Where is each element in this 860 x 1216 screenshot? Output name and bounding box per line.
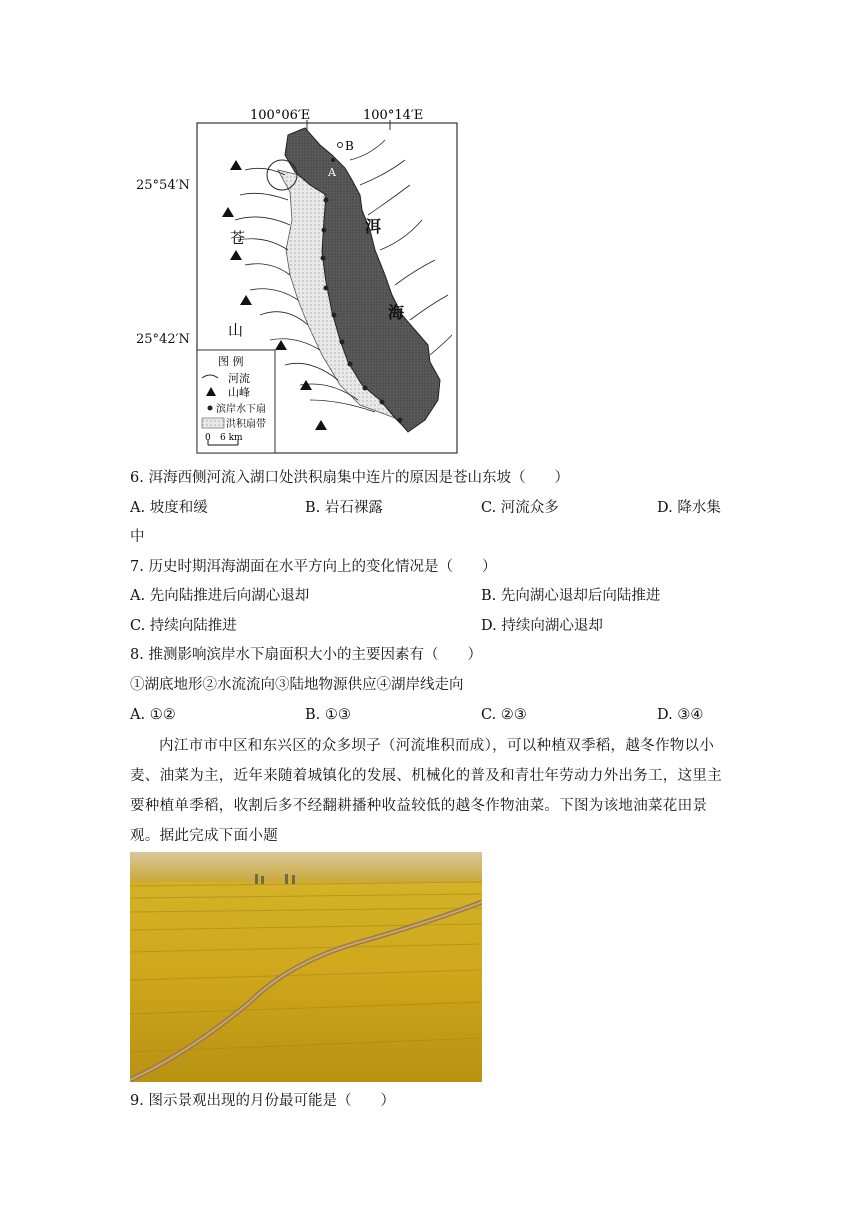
q6-option-c[interactable]: C. 河流众多 [481,500,559,516]
q6-stem: 6. 洱海西侧河流入湖口处洪积扇集中连片的原因是苍山东坡（ ） [130,470,569,486]
q6-option-b[interactable]: B. 岩石裸露 [305,500,383,516]
q6-option-a[interactable]: A. 坡度和缓 [130,500,208,516]
q8-stem: 8. 推测影响滨岸水下扇面积大小的主要因素有（ ） [130,647,482,663]
mountain-char-1: 苍 [230,229,246,247]
legend-alluvial: 洪积扇带 [226,419,266,430]
q7-option-a[interactable]: A. 先向陆推进后向湖心退却 [130,588,310,604]
q7-stem: 7. 历史时期洱海湖面在水平方向上的变化情况是（ ） [130,559,497,575]
q8-option-b[interactable]: B. ①③ [305,707,351,723]
legend-river: 河流 [228,372,250,385]
passage-text: 内江市市中区和东兴区的众多坝子（河流堆积而成），可以种植双季稻，越冬作物以小麦、油菜为主，近年来随着城镇化的发展、机械化的普及和青壮年劳动力外出务工，这里主要种植单季稻，收割后多不经翻耕播种收益较低的越冬作物油菜。下图为该地油菜花田景观。据此完成下面小题 [130,738,722,844]
q6-option-d-wrap: 中 [130,529,145,545]
q8-items: ①湖底地形②水流流向③陆地物源供应④湖岸线走向 [130,677,464,693]
q7-option-d[interactable]: D. 持续向湖心退却 [481,618,603,634]
q8-option-c[interactable]: C. ②③ [481,707,527,723]
rapeseed-field-photo [130,852,482,1082]
q9-stem: 9. 图示景观出现的月份最可能是（ ） [130,1093,395,1109]
erhai-map-figure [190,100,465,460]
legend-fan: 滨岸水下扇 [216,404,266,415]
q8-option-d[interactable]: D. ③④ [657,707,704,723]
mountain-char-2: 山 [228,321,244,339]
legend-scale-km: 6 km [220,433,243,443]
q7-option-b[interactable]: B. 先向湖心退却后向陆推进 [481,588,661,604]
lake-char-2: 海 [388,303,405,322]
legend-scale-zero: 0 [205,433,211,443]
q7-option-c[interactable]: C. 持续向陆推进 [130,618,237,634]
lon-label-1: 100°06′E [250,108,311,123]
point-b-label: B [345,139,354,153]
legend-title: 图 例 [218,355,244,368]
point-a-label: A [328,166,336,179]
lat-label-2: 25°42′N [136,332,190,347]
lake-char-1: 洱 [365,217,382,236]
lon-label-2: 100°14′E [363,108,424,123]
lat-label-1: 25°54′N [136,178,190,193]
q6-option-d[interactable]: D. 降水集 [657,500,721,516]
legend-peak: 山峰 [228,386,250,399]
q8-option-a[interactable]: A. ①② [130,707,176,723]
